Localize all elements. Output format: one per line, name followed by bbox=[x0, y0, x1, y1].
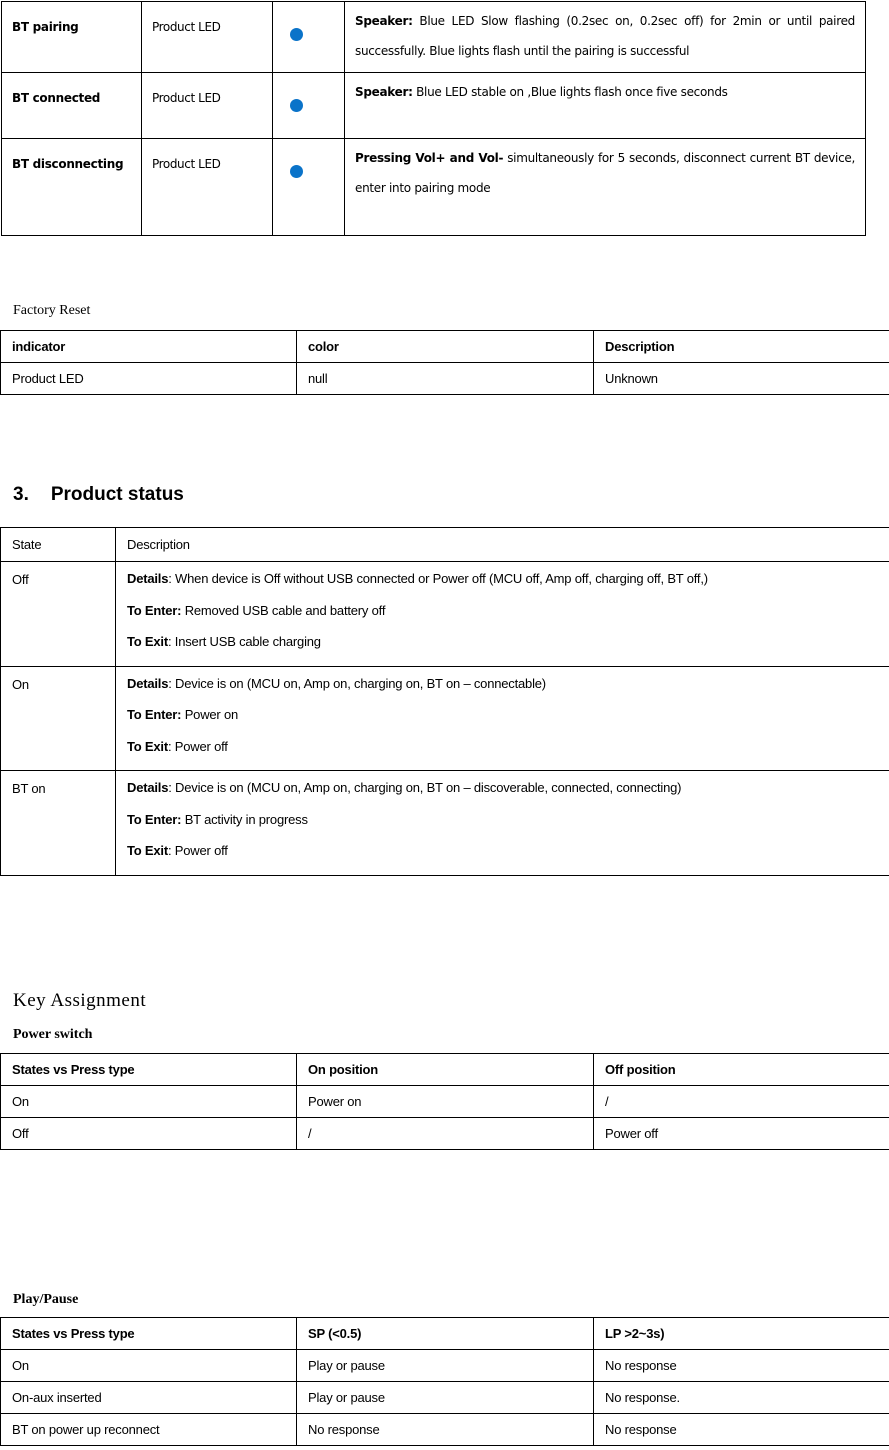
table-cell: Power off bbox=[594, 1118, 889, 1150]
column-header: On position bbox=[297, 1054, 594, 1086]
table-cell: No response bbox=[594, 1350, 889, 1382]
table-cell: Unknown bbox=[594, 363, 889, 395]
table-row bbox=[1, 1382, 889, 1414]
table-row bbox=[1, 1118, 889, 1150]
table-cell: Play or pause bbox=[297, 1350, 594, 1382]
table-row bbox=[1, 562, 889, 667]
table-row bbox=[1, 363, 889, 395]
table-header-row bbox=[1, 1054, 889, 1086]
factory-reset-table bbox=[0, 330, 889, 395]
column-header: indicator bbox=[1, 331, 297, 363]
table-cell: On-aux inserted bbox=[1, 1382, 297, 1414]
table-header-row bbox=[1, 331, 889, 363]
table-cell: / bbox=[297, 1118, 594, 1150]
table-cell: null bbox=[297, 363, 594, 395]
description-cell: Details: Device is on (MCU on, Amp on, charging on, BT on – discoverable, connected, connecting) To Enter: BT activity in progress To Exit: Power off bbox=[116, 771, 889, 876]
play-pause-table bbox=[0, 1317, 889, 1446]
column-header: LP >2~3s) bbox=[594, 1318, 889, 1350]
table-row bbox=[2, 73, 866, 139]
led-color-cell bbox=[273, 139, 345, 236]
column-header: States vs Press type bbox=[1, 1318, 297, 1350]
column-header: Off position bbox=[594, 1054, 889, 1086]
table-cell: Product LED bbox=[1, 363, 297, 395]
factory-reset-label: Factory Reset bbox=[13, 303, 91, 318]
key-assignment-title: Key Assignment bbox=[13, 990, 147, 1011]
table-cell: / bbox=[594, 1086, 889, 1118]
table-cell: Off bbox=[1, 1118, 297, 1150]
table-header-row bbox=[1, 1318, 889, 1350]
state-cell: On bbox=[1, 666, 116, 771]
description-cell: Details: When device is Off without USB connected or Power off (MCU off, Amp off, charging off, BT off,) To Enter: Removed USB cable and battery off To Exit: Insert USB cable charging bbox=[116, 562, 889, 667]
table-cell: BT on power up reconnect bbox=[1, 1414, 297, 1446]
led-description-cell: Speaker: Blue LED Slow flashing (0.2sec on, 0.2sec off) for 2min or until paired successfully. Blue lights flash until the pairing is successful bbox=[345, 2, 866, 73]
led-description-cell: Speaker: Blue LED stable on ,Blue lights flash once five seconds bbox=[345, 73, 866, 139]
table-row bbox=[1, 1414, 889, 1446]
led-state-cell: BT pairing bbox=[2, 2, 142, 73]
table-cell: Play or pause bbox=[297, 1382, 594, 1414]
led-state-cell: BT connected bbox=[2, 73, 142, 139]
table-cell: Power on bbox=[297, 1086, 594, 1118]
table-cell: On bbox=[1, 1086, 297, 1118]
table-cell: No response bbox=[594, 1414, 889, 1446]
description-cell: Details: Device is on (MCU on, Amp on, charging on, BT on – connectable) To Enter: Power on To Exit: Power off bbox=[116, 666, 889, 771]
table-row bbox=[1, 1086, 889, 1118]
column-header: Description bbox=[594, 331, 889, 363]
column-header: SP (<0.5) bbox=[297, 1318, 594, 1350]
power-switch-label: Power switch bbox=[13, 1027, 93, 1042]
power-switch-table bbox=[0, 1053, 889, 1150]
led-state-cell: BT disconnecting bbox=[2, 139, 142, 236]
table-row bbox=[1, 771, 889, 876]
led-color-cell bbox=[273, 2, 345, 73]
section-heading-product-status bbox=[13, 484, 184, 506]
blue-led-dot-icon bbox=[290, 99, 303, 112]
column-header: State bbox=[1, 528, 116, 562]
blue-led-dot-icon bbox=[290, 28, 303, 41]
table-cell: On bbox=[1, 1350, 297, 1382]
play-pause-label: Play/Pause bbox=[13, 1292, 79, 1307]
state-cell: Off bbox=[1, 562, 116, 667]
table-cell: No response bbox=[297, 1414, 594, 1446]
table-row bbox=[2, 2, 866, 73]
section-number: 3. bbox=[13, 484, 29, 505]
led-indicator-cell: Product LED bbox=[142, 2, 273, 73]
column-header: States vs Press type bbox=[1, 1054, 297, 1086]
section-title: Product status bbox=[50, 484, 184, 505]
column-header: color bbox=[297, 331, 594, 363]
state-cell: BT on bbox=[1, 771, 116, 876]
table-header-row bbox=[1, 528, 889, 562]
led-indicator-cell: Product LED bbox=[142, 73, 273, 139]
led-indicator-cell: Product LED bbox=[142, 139, 273, 236]
blue-led-dot-icon bbox=[290, 165, 303, 178]
led-behavior-table bbox=[1, 1, 866, 236]
table-row bbox=[1, 666, 889, 771]
product-status-table bbox=[0, 527, 889, 876]
led-color-cell bbox=[273, 73, 345, 139]
column-header: Description bbox=[116, 528, 889, 562]
table-cell: No response. bbox=[594, 1382, 889, 1414]
table-row bbox=[2, 139, 866, 236]
led-description-cell: Pressing Vol+ and Vol- simultaneously for 5 seconds, disconnect current BT device, enter into pairing mode bbox=[345, 139, 866, 236]
table-row bbox=[1, 1350, 889, 1382]
